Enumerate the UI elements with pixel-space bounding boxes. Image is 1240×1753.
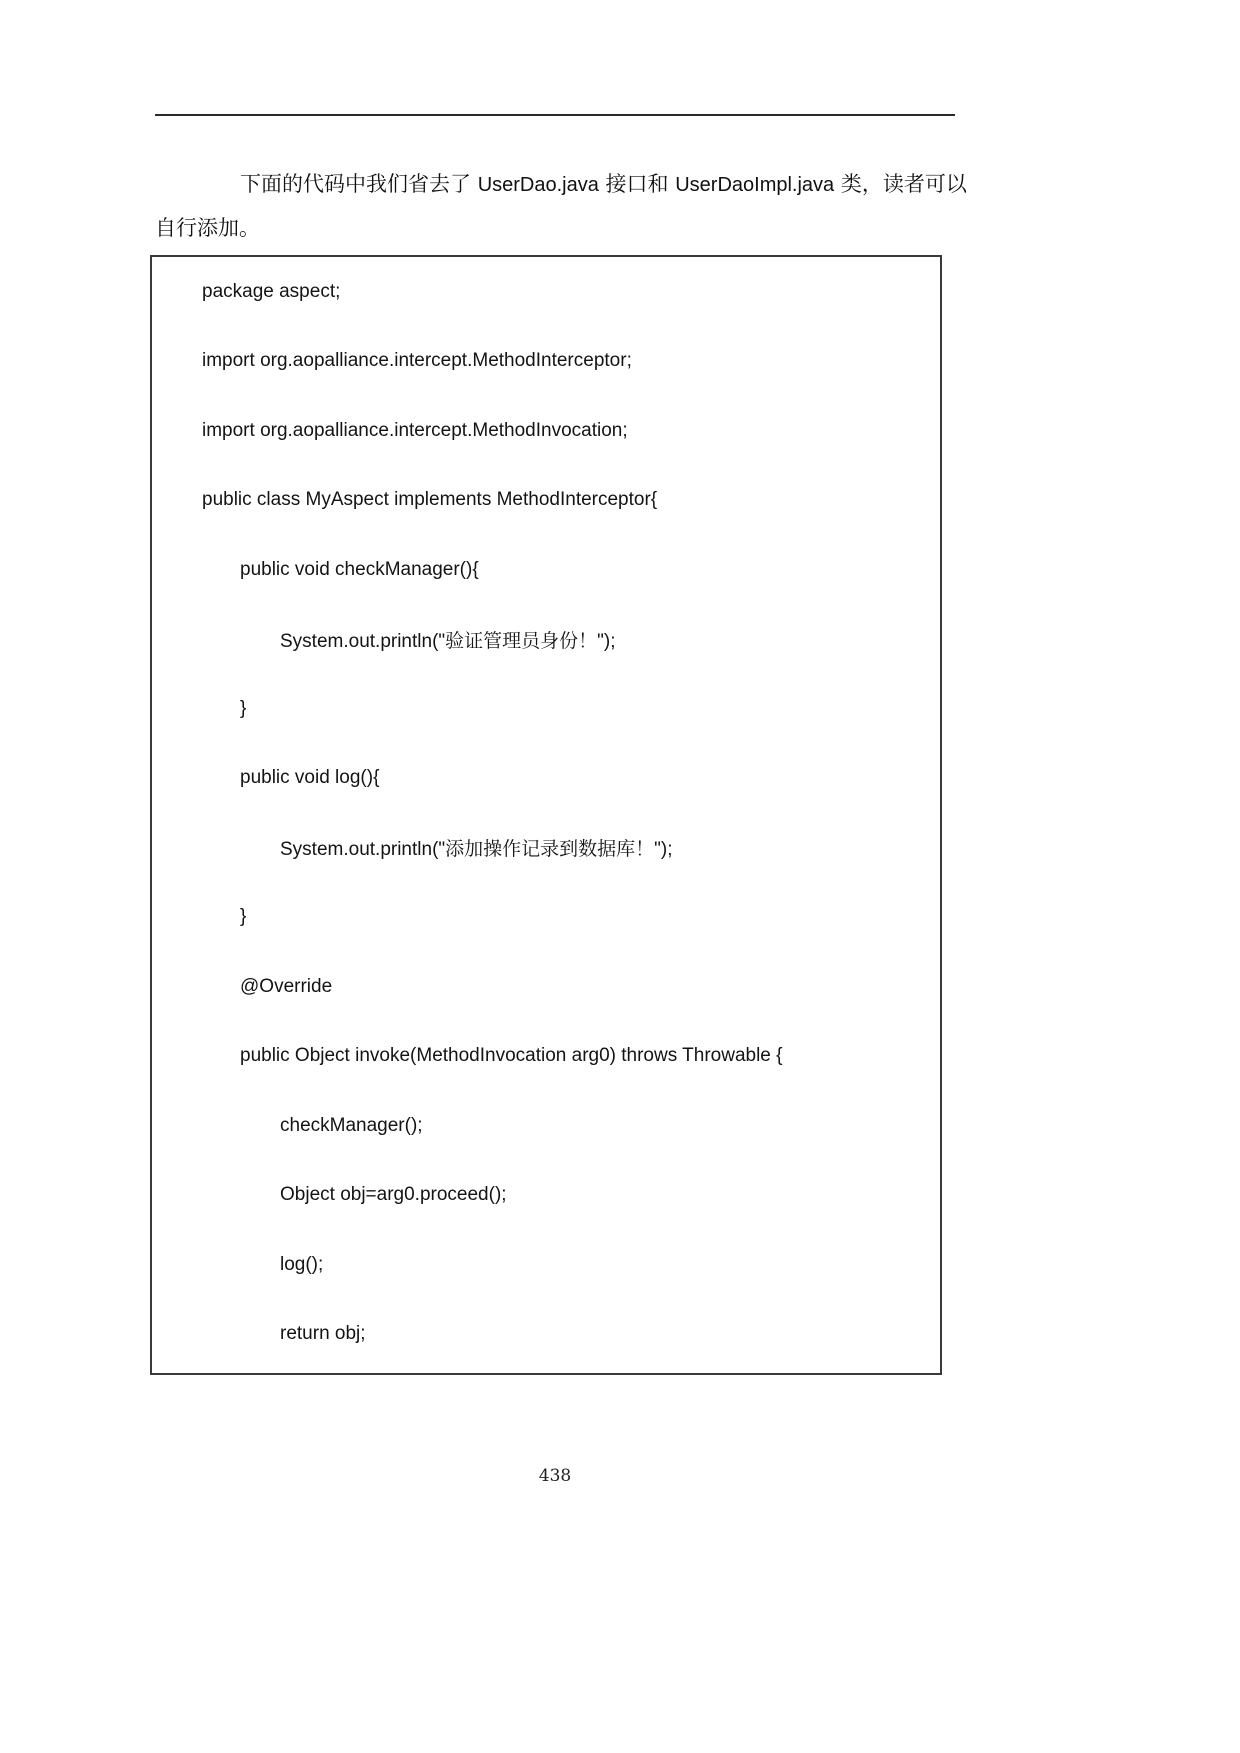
paragraph-line-2: 自行添加。 — [155, 216, 260, 240]
code-line: public void checkManager(){ — [240, 558, 479, 580]
paragraph-line-1 — [155, 163, 965, 207]
code-line: System.out.println("添加操作记录到数据库！"); — [280, 839, 673, 861]
code-line: package aspect; — [202, 280, 341, 302]
code-term-userdaoimpl: UserDaoImpl.java — [675, 174, 835, 196]
paragraph-text: 下面的代码中我们省去了 — [240, 172, 478, 196]
code-line: public Object invoke(MethodInvocation arg0) throws Throwable { — [240, 1045, 783, 1067]
code-line: public void log(){ — [240, 767, 380, 789]
code-line: Object obj=arg0.proceed(); — [280, 1184, 507, 1206]
code-line: return obj; — [280, 1323, 366, 1345]
code-line: @Override — [240, 975, 333, 997]
paragraph-text: 接口和 — [598, 172, 676, 196]
header-rule — [155, 114, 955, 116]
code-line: System.out.println("验证管理员身份！"); — [280, 630, 616, 652]
code-line: checkManager(); — [280, 1114, 423, 1136]
code-line: log(); — [280, 1253, 324, 1275]
code-line: import org.aopalliance.intercept.MethodInterceptor; — [202, 350, 632, 372]
code-line: import org.aopalliance.intercept.MethodInvocation; — [202, 419, 628, 441]
paragraph-text: 类，读者可以 — [834, 172, 967, 196]
body-paragraph — [155, 163, 965, 250]
code-block — [150, 255, 942, 1375]
code-term-userdao: UserDao.java — [477, 174, 599, 196]
page-number: 438 — [538, 1466, 572, 1486]
code-line: } — [240, 697, 247, 719]
code-line: } — [240, 906, 247, 928]
code-line: public class MyAspect implements MethodInterceptor{ — [202, 489, 658, 511]
